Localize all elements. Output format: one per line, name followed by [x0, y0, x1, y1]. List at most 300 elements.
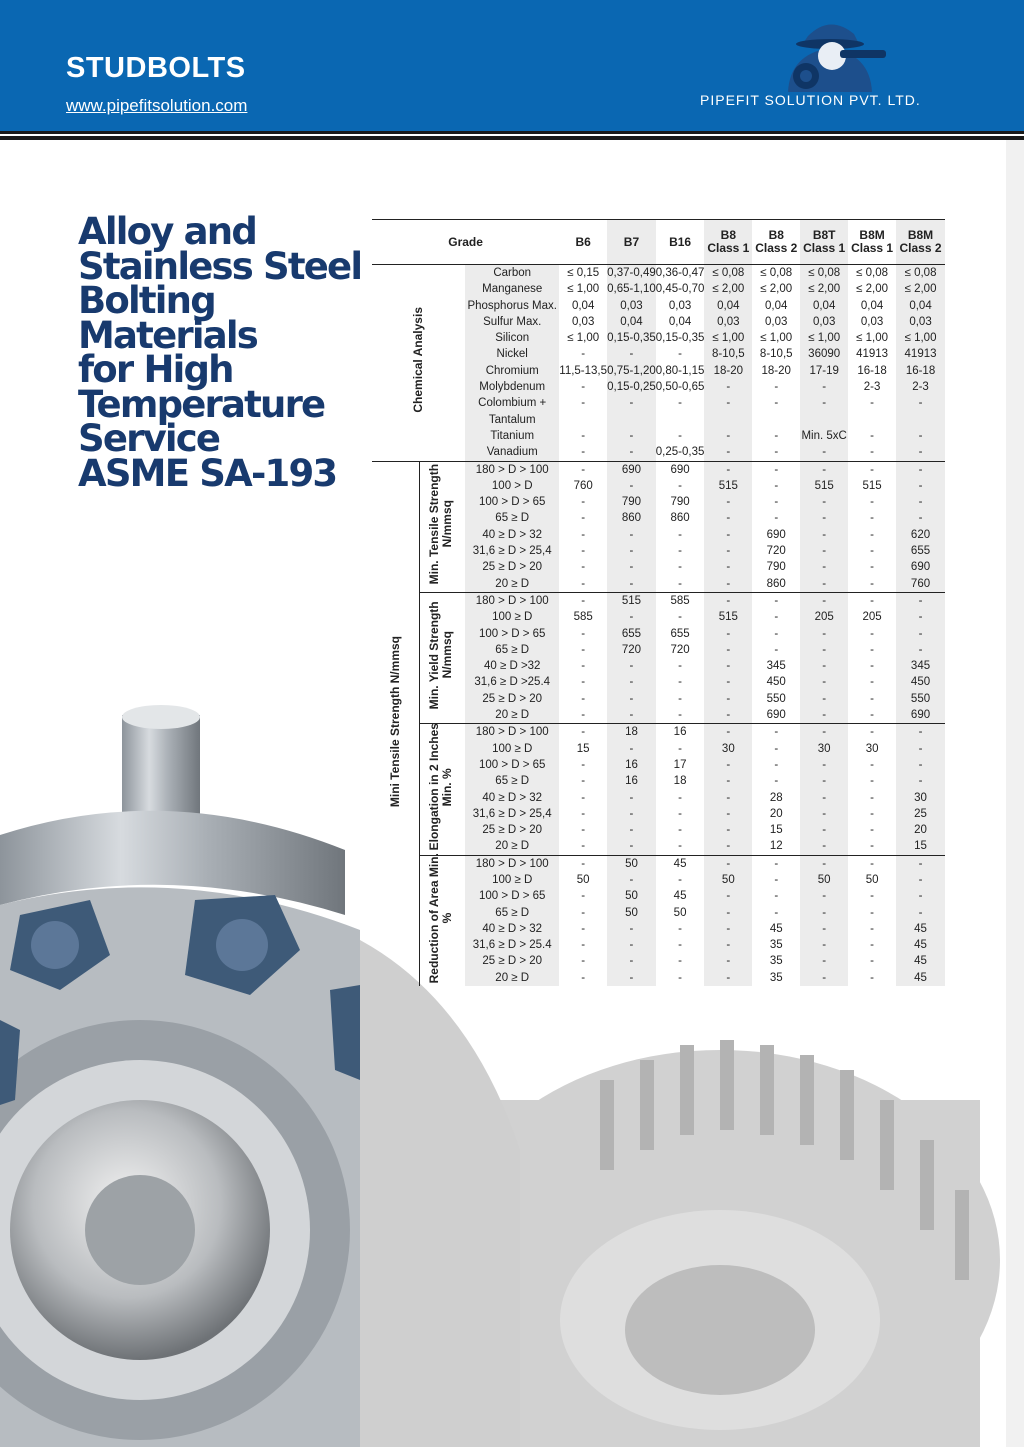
- table-cell: 0,04: [668, 315, 692, 328]
- row-label: 40 ≥ D > 32: [465, 527, 559, 543]
- table-cell: -: [800, 543, 848, 559]
- table-cell: -: [581, 561, 586, 574]
- table-cell: -: [774, 775, 779, 788]
- table-cell: 8-10,5: [704, 346, 752, 362]
- table-cell: 515: [862, 479, 882, 492]
- table-cell: -: [704, 691, 752, 707]
- table-cell: 45: [896, 937, 945, 953]
- table-cell: 205: [800, 609, 848, 625]
- table-cell: -: [678, 479, 682, 492]
- table-cell: -: [678, 577, 682, 590]
- table-cell: -: [800, 395, 848, 411]
- table-cell: -: [848, 855, 896, 872]
- table-cell: ≤ 2,00: [760, 283, 793, 296]
- row-label: 100 ≥ D: [465, 741, 559, 757]
- table-cell: ≤ 2,00: [896, 281, 945, 297]
- table-cell: -: [800, 658, 848, 674]
- table-cell: -: [896, 642, 945, 658]
- row-label: 180 > D > 100: [465, 724, 559, 741]
- table-cell: -: [678, 709, 682, 722]
- table-cell: -: [774, 890, 779, 903]
- table-cell: -: [870, 840, 875, 853]
- table-cell: -: [800, 838, 848, 855]
- heading-line: Bolting: [78, 279, 215, 322]
- table-cell: 50: [673, 906, 687, 919]
- table-cell: 720: [670, 643, 690, 656]
- table-cell: 0,04: [571, 299, 595, 312]
- table-cell: 30: [896, 790, 945, 806]
- table-cell: -: [800, 576, 848, 593]
- table-cell: -: [581, 922, 586, 935]
- table-cell: 35: [769, 971, 783, 984]
- table-cell: -: [800, 707, 848, 724]
- table-cell: -: [870, 512, 875, 525]
- table-cell: -: [581, 643, 586, 656]
- heading-line: Materials: [78, 313, 257, 357]
- table-cell: 0,15-0,35: [655, 332, 705, 345]
- table-cell: -: [870, 939, 875, 952]
- table-cell: 8-10,5: [759, 348, 793, 361]
- table-cell: 620: [896, 527, 945, 543]
- table-cell: -: [800, 674, 848, 690]
- table-cell: 585: [656, 592, 705, 609]
- table-cell: -: [896, 461, 945, 478]
- table-cell: 450: [766, 676, 786, 689]
- row-label: 40 ≥ D >32: [465, 658, 559, 674]
- heading-line: Service: [78, 417, 220, 460]
- bolting-materials-table: [372, 219, 945, 986]
- table-cell: -: [870, 643, 875, 656]
- table-cell: ≤ 2,00: [856, 283, 889, 296]
- table-cell: -: [581, 577, 586, 590]
- table-cell: -: [607, 970, 656, 986]
- table-cell: ≤ 1,00: [856, 332, 889, 345]
- table-cell: -: [678, 429, 682, 442]
- section-label-text: Elongation in 2 Inches Min. %: [426, 723, 454, 851]
- table-cell: -: [559, 855, 607, 872]
- table-cell: 2-3: [863, 381, 881, 394]
- table-cell: -: [896, 741, 945, 757]
- row-label: Nickel: [465, 346, 559, 362]
- table-cell: -: [870, 446, 875, 459]
- table-cell: 35: [769, 955, 783, 968]
- table-cell: 0,75-1,20: [607, 363, 656, 379]
- table-row: [372, 461, 945, 478]
- table-cell: 50: [607, 888, 656, 904]
- table-cell: -: [800, 773, 848, 789]
- table-cell: -: [752, 461, 800, 478]
- row-label: Molybdenum: [465, 379, 559, 395]
- table-cell: ≤ 0,08: [896, 265, 945, 282]
- table-cell: -: [774, 906, 779, 919]
- table-cell: -: [848, 592, 896, 609]
- table-cell: -: [704, 921, 752, 937]
- table-cell: -: [774, 873, 779, 886]
- grade-name: B8M: [859, 228, 885, 242]
- table-cell: 0,03: [607, 298, 656, 314]
- grade-name: B6: [575, 234, 591, 249]
- table-cell: -: [870, 922, 875, 935]
- row-label: 40 ≥ D > 32: [465, 921, 559, 937]
- table-cell: -: [870, 955, 875, 968]
- table-cell: -: [774, 611, 779, 624]
- table-cell: -: [704, 855, 752, 872]
- table-cell: 15: [896, 838, 945, 855]
- table-cell: [752, 412, 800, 428]
- table-cell: -: [581, 381, 586, 394]
- table-cell: -: [704, 510, 752, 526]
- table-cell: ≤ 1,00: [567, 332, 600, 345]
- table-cell: -: [559, 724, 607, 741]
- table-cell: Min. 5xC: [800, 428, 848, 444]
- table-cell: 16: [656, 724, 705, 741]
- table-cell: -: [870, 807, 875, 820]
- table-cell: 2-3: [896, 379, 945, 395]
- table-cell: -: [896, 905, 945, 921]
- table-row: [372, 592, 945, 609]
- row-label: 100 > D: [465, 478, 559, 494]
- row-label: 100 > D > 65: [465, 888, 559, 904]
- section-label-text: Chemical Analysis: [411, 307, 426, 413]
- table-cell: 515: [704, 609, 752, 625]
- table-cell: -: [870, 496, 875, 509]
- row-label: 100 ≥ D: [465, 872, 559, 888]
- table-cell: 0,03: [765, 315, 788, 328]
- row-label: Chromium: [465, 363, 559, 379]
- table-cell: 20: [769, 807, 783, 820]
- table-cell: 205: [862, 611, 882, 624]
- table-cell: -: [870, 627, 875, 640]
- table-cell: -: [581, 709, 586, 722]
- table-cell: 30: [800, 741, 848, 757]
- section-label: [419, 592, 465, 723]
- table-cell: -: [607, 921, 656, 937]
- table-cell: -: [774, 397, 779, 410]
- table-cell: 0,65-1,10: [607, 281, 656, 297]
- table-cell: -: [800, 510, 848, 526]
- table-cell: -: [704, 757, 752, 773]
- table-cell: 35: [769, 939, 783, 952]
- table-cell: -: [800, 461, 848, 478]
- table-cell: -: [607, 838, 656, 855]
- table-cell: -: [581, 692, 586, 705]
- table-cell: -: [704, 658, 752, 674]
- table-cell: -: [607, 428, 656, 444]
- table-cell: -: [870, 692, 875, 705]
- table-cell: -: [870, 561, 875, 574]
- table-cell: -: [581, 971, 586, 984]
- table-cell: -: [704, 953, 752, 969]
- table-cell: -: [800, 822, 848, 838]
- table-cell: -: [581, 906, 586, 919]
- row-label: 31,6 ≥ D > 25,4: [465, 806, 559, 822]
- table-cell: -: [581, 512, 586, 525]
- header-divider-highlight: [0, 134, 1024, 136]
- table-cell: -: [581, 660, 586, 673]
- grade-column-header: [848, 220, 896, 265]
- mechanical-properties-label-text: Mini Tensile Strength N/mmsq: [387, 635, 402, 807]
- table-cell: 0,03: [896, 314, 945, 330]
- table-cell: -: [704, 428, 752, 444]
- table-cell: -: [704, 905, 752, 921]
- table-cell: -: [774, 496, 779, 509]
- table-cell: 550: [766, 692, 786, 705]
- table-cell: -: [870, 890, 875, 903]
- row-label: 65 ≥ D: [465, 642, 559, 658]
- table-cell: 515: [800, 478, 848, 494]
- table-cell: -: [607, 822, 656, 838]
- table-cell: -: [800, 379, 848, 395]
- grade-class: Class 1: [803, 241, 846, 255]
- row-label: Vanadium: [465, 444, 559, 461]
- grade-column-header: [656, 220, 705, 265]
- table-cell: -: [896, 724, 945, 741]
- section-label-text: Min. Tensile Strength N/mmsq: [426, 463, 454, 585]
- row-label: 100 > D > 65: [465, 626, 559, 642]
- table-cell: 790: [766, 561, 786, 574]
- table-cell: ≤ 2,00: [800, 281, 848, 297]
- table-cell: -: [870, 429, 875, 442]
- grade-name: B8: [720, 228, 736, 242]
- table-cell: -: [704, 461, 752, 478]
- table-cell: 720: [766, 545, 786, 558]
- table-cell: -: [800, 642, 848, 658]
- heading-line: Temperature: [78, 382, 325, 426]
- table-cell: -: [607, 658, 656, 674]
- table-cell: 0,04: [896, 298, 945, 314]
- table-cell: ≤ 1,00: [896, 330, 945, 346]
- table-cell: -: [581, 429, 586, 442]
- table-cell: -: [896, 757, 945, 773]
- table-cell: -: [870, 676, 875, 689]
- row-label: Manganese: [465, 281, 559, 297]
- row-label: Titanium: [465, 428, 559, 444]
- row-label: Tantalum: [465, 412, 559, 428]
- table-cell: -: [678, 791, 682, 804]
- section-label-text: Min. Yield Strength N/mmsq: [426, 601, 454, 710]
- table-cell: 760: [573, 479, 593, 492]
- row-label: 20 ≥ D: [465, 707, 559, 724]
- table-cell: 0,03: [860, 315, 884, 328]
- row-label: 40 ≥ D > 32: [465, 790, 559, 806]
- table-cell: -: [704, 970, 752, 986]
- table-cell: -: [704, 806, 752, 822]
- table-cell: 30: [865, 742, 879, 755]
- table-cell: 45: [656, 855, 705, 872]
- table-cell: -: [896, 592, 945, 609]
- table-cell: -: [581, 348, 586, 361]
- row-label: 100 > D > 65: [465, 494, 559, 510]
- table-cell: 515: [607, 592, 656, 609]
- table-cell: -: [774, 479, 779, 492]
- table-cell: -: [800, 953, 848, 969]
- table-cell: ≤ 0,15: [559, 265, 607, 282]
- table-cell: -: [774, 643, 779, 656]
- table-cell: -: [870, 709, 875, 722]
- company-name: PIPEFIT SOLUTION PVT. LTD.: [700, 92, 921, 108]
- table-cell: -: [607, 527, 656, 543]
- table-cell: -: [559, 592, 607, 609]
- table-cell: -: [704, 576, 752, 593]
- table-cell: -: [704, 790, 752, 806]
- table-cell: [607, 412, 656, 428]
- table-cell: -: [800, 921, 848, 937]
- table-cell: -: [774, 381, 779, 394]
- table-cell: -: [896, 428, 945, 444]
- grade-class: Class 2: [899, 241, 942, 255]
- row-label: 31,6 ≥ D >25.4: [465, 674, 559, 690]
- table-cell: 28: [769, 791, 783, 804]
- table-cell: -: [581, 824, 586, 837]
- table-cell: -: [607, 346, 656, 362]
- table-cell: -: [607, 478, 656, 494]
- table-cell: [848, 412, 896, 428]
- grade-column-header: [559, 220, 607, 265]
- table-cell: -: [704, 527, 752, 543]
- row-label: 25 ≥ D > 20: [465, 559, 559, 575]
- table-cell: -: [752, 724, 800, 741]
- table-cell: -: [678, 824, 682, 837]
- table-cell: -: [800, 937, 848, 953]
- right-margin-strip: [1006, 140, 1024, 1447]
- table-cell: 760: [896, 576, 945, 593]
- table-cell: -: [704, 888, 752, 904]
- table-cell: 0,37-0,49: [607, 265, 656, 282]
- table-cell: 18: [673, 775, 687, 788]
- table-cell: -: [678, 807, 682, 820]
- table-cell: -: [896, 494, 945, 510]
- table-cell: 16: [607, 773, 656, 789]
- heading-line: for High: [78, 348, 233, 391]
- grade-name: B8: [768, 228, 784, 242]
- table-row: [372, 265, 945, 282]
- table-cell: 860: [607, 510, 656, 526]
- table-cell: -: [896, 510, 945, 526]
- table-cell: 0,04: [800, 298, 848, 314]
- table-cell: [559, 412, 607, 428]
- table-cell: ≤ 0,08: [752, 265, 800, 282]
- table-cell: 15: [769, 824, 783, 837]
- table-cell: -: [704, 674, 752, 690]
- table-cell: -: [678, 955, 682, 968]
- table-cell: 345: [896, 658, 945, 674]
- section-label-text: Reduction of Area Min. %: [426, 853, 454, 984]
- table-cell: -: [800, 559, 848, 575]
- table-body: [372, 265, 945, 987]
- table-cell: -: [870, 397, 875, 410]
- table-cell: -: [607, 953, 656, 969]
- table-cell: -: [581, 676, 586, 689]
- table-cell: -: [870, 906, 875, 919]
- table-cell: 45: [673, 890, 687, 903]
- table-cell: -: [848, 461, 896, 478]
- table-cell: 41913: [856, 348, 889, 361]
- row-label: 25 ≥ D > 20: [465, 822, 559, 838]
- table-cell: ≤ 2,00: [704, 281, 752, 297]
- website-link[interactable]: www.pipefitsolution.com: [66, 96, 248, 115]
- table-cell: 0,03: [704, 314, 752, 330]
- table-cell: -: [800, 806, 848, 822]
- table-cell: -: [704, 707, 752, 724]
- table-cell: 16-18: [857, 364, 887, 377]
- table-cell: ≤ 0,08: [848, 265, 896, 282]
- table-row: [372, 855, 945, 872]
- table-cell: -: [704, 379, 752, 395]
- grade-class: Class 2: [755, 241, 798, 255]
- table-cell: -: [559, 461, 607, 478]
- table-cell: 11,5-13,5: [559, 364, 608, 377]
- table-cell: 790: [670, 496, 690, 509]
- table-cell: -: [870, 824, 875, 837]
- table-cell: -: [896, 855, 945, 872]
- table-cell: -: [800, 724, 848, 741]
- row-label: Colombium +: [465, 395, 559, 411]
- table-cell: ≤ 1,00: [760, 332, 793, 345]
- table-cell: -: [704, 937, 752, 953]
- row-label: 180 > D > 100: [465, 461, 559, 478]
- table-cell: -: [678, 397, 682, 410]
- table-cell: -: [581, 528, 586, 541]
- table-cell: -: [678, 528, 682, 541]
- table-cell: 860: [670, 512, 690, 525]
- table-cell: 45: [896, 970, 945, 986]
- table-cell: -: [607, 707, 656, 724]
- table-cell: -: [607, 444, 656, 461]
- table-cell: 550: [896, 691, 945, 707]
- table-cell: -: [870, 545, 875, 558]
- table-cell: -: [704, 444, 752, 461]
- table-cell: ≤ 1,00: [567, 283, 600, 296]
- grade-name: B8T: [812, 228, 836, 242]
- table-cell: 345: [766, 660, 786, 673]
- row-label: 31,6 ≥ D > 25.4: [465, 937, 559, 953]
- table-cell: -: [678, 922, 682, 935]
- table-cell: -: [800, 527, 848, 543]
- table-cell: 50: [800, 872, 848, 888]
- table-cell: -: [704, 822, 752, 838]
- row-label: 25 ≥ D > 20: [465, 953, 559, 969]
- table-cell: 45: [896, 953, 945, 969]
- table-cell: 50: [607, 855, 656, 872]
- table-cell: -: [800, 494, 848, 510]
- row-label: 31,6 ≥ D > 25,4: [465, 543, 559, 559]
- table-cell: -: [678, 676, 682, 689]
- table-cell: -: [581, 807, 586, 820]
- table-cell: -: [581, 955, 586, 968]
- table-cell: -: [870, 660, 875, 673]
- table-cell: -: [704, 642, 752, 658]
- table-cell: ≤ 0,08: [800, 265, 848, 282]
- table-cell: -: [704, 592, 752, 609]
- table-cell: -: [607, 872, 656, 888]
- table-cell: -: [607, 674, 656, 690]
- row-label: 100 ≥ D: [465, 609, 559, 625]
- table-cell: 0,36-0,47: [656, 265, 705, 282]
- row-label: 180 > D > 100: [465, 855, 559, 872]
- grade-column-header: [800, 220, 848, 265]
- table-cell: -: [581, 496, 586, 509]
- table-cell: -: [607, 609, 656, 625]
- table-cell: -: [704, 559, 752, 575]
- table-cell: -: [704, 773, 752, 789]
- grade-column-header: [704, 220, 752, 265]
- mechanical-properties-label: [372, 461, 419, 986]
- table-cell: 20: [896, 822, 945, 838]
- table-cell: -: [581, 890, 586, 903]
- table-cell: 585: [573, 611, 593, 624]
- table-cell: 690: [896, 707, 945, 724]
- table-cell: 690: [766, 709, 786, 722]
